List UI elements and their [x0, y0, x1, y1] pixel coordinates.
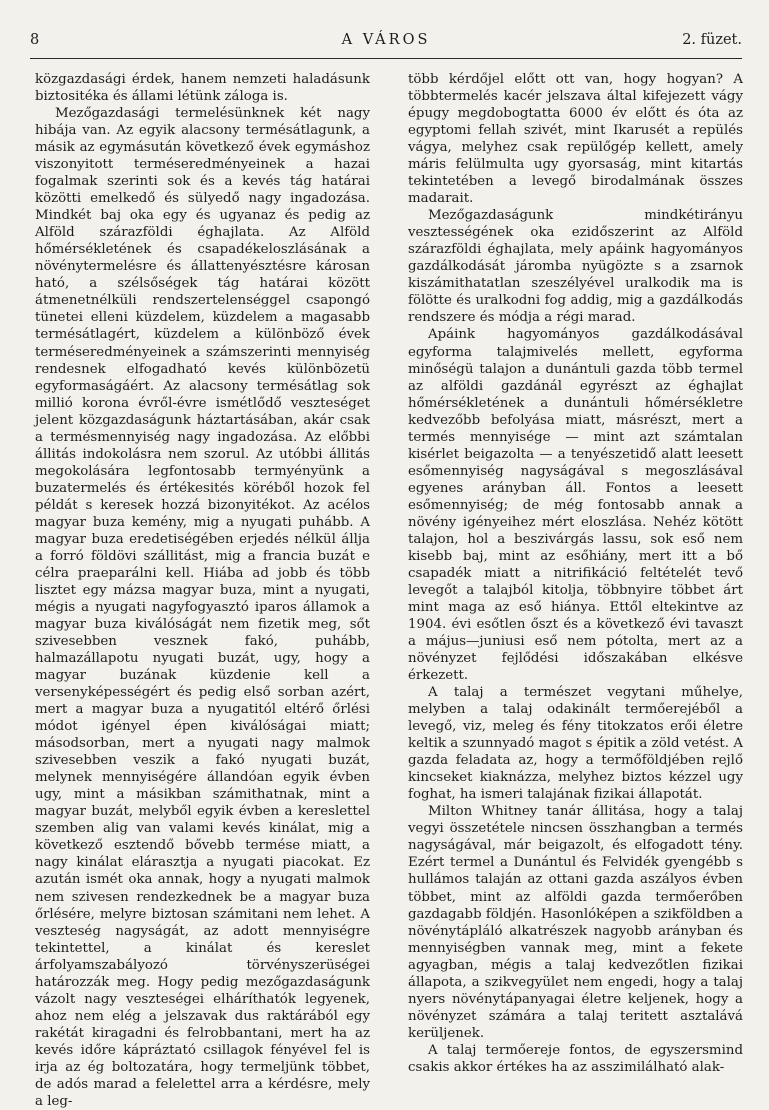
paragraph: Mezőgazdasági termelésünknek két nagy hibája van. Az egyik alacsony termésátlagunk, a másik az egymásután következő évek egymáshoz viszonyitott terméseredményeinek a hazai fogalmak szerinti sok és a kevés tág határai közötti emelkedő és sülyedő nagy ingadozása. Mindkét baj oka egy és ugyanaz és pedig az Alföld szárazföldi éghajlata. Az Alföld hőmérsékletének és csapadékeloszlásának a növénytermelésre és állattenyésztésre károsan ható, a szélsőségek tág határai között átmenetnélküli rendszertelenséggel csapongó tünetei elleni küzdelem, küzdelem a magasabb termésátlagért, küzdelem a különböző évek terméseredményeinek a számszerinti mennyiség rendesnek elfogadható kevés különbözetü egyformaságáért. Az alacsony termésátlag sok millió korona évről-évre ismétlődő veszteséget jelent közgazdaságunk háztartásában, akár csak a termésmennyiség nagy ingadozása. Az előbbi állitás indokolásra nem szorul. Az utóbbi állitás megokolására legfontosabb termyényünk a buzatermelés és értékesités köréből hozok fel példát s keresek hozzá bizonyitékot. Az acélos magyar buza kemény, mig a nyugati puhább. A magyar buza eredetiségében erjedés nélkül állja a forró földövi szállitást, mig a francia buzát e célra praeparálni kell. Hiába ad jobb és több lisztet egy mázsa magyar buza, mint a nyugati, mégis a nyugati nagyfogyasztó iparos államok a magyar buza kiválóságát nem fizetik meg, sőt szivesebben vesznek fakó, puhább, halmazállapotu nyugati buzát, ugy, hogy a magyar buzának küzdenie kell a versenyképességért és pedig első sorban azért, mert a magyar buza a nyugatitól eltérő őrlési módot igényel épen kiválóságai miatt; másodsorban, mert a nyugati nagy malmok szivesebben veszik a fakó nyugati buzát, melynek mennyiségére állandóan egyik évben ugy, mint a másikban számithatnak, mint a magyar buzát, melyből egyik évben a kereslettel szemben alig van valami kevés kinálat, mig a következő esztendő bővebb termése miatt, a nagy kinálat elárasztja a nyugati piacokat. Ez azután ismét oka annak, hogy a nyugati malmok nem szivesen rendezkednek be a magyar buza őrlésére, melyre biztosan számitani nem lehet. A veszteség nagyságát, az adott mennyiségre tekintettel, a kinálat és kereslet árfolyamszabályozó törvényszerüségei határozzák meg. Hogy pedig mezőgazdaságunk vázolt nagy veszteségei elháríthatók legyenek, ahoz nem elég a jelszavak dus raktárából egy rakétát kiragadni és felrobbantani, mert ha az kevés időre kápráztató csillagok fényével fel is irja az ég boltozatára, hogy termeljünk többet, de adós marad a felelettel arra a kérdésre, mely a leg-: [35, 106, 370, 1109]
issue-label: 2. füzet.: [682, 32, 742, 48]
paragraph: A talaj termőereje fontos, de egyszersmind csakis akkor értékes ha az asszimilálható alak-: [408, 1042, 743, 1075]
page-header: [30, 32, 742, 58]
paragraph: Milton Whitney tanár állitása, hogy a talaj vegyi összetétele nincsen összhangban a termés nagyságával, már beigazolt, és elfogadott tény. Ezért termel a Dunántul és Felvidék gyengébb s hullámos talaján az ottani gazda aszályos évben többet, mint az alföldi gazda termőerőben gazdagabb földjén. Hasonlóképen a szikföldben a növénytápláló alkatrészek nagyobb arányban és mennyiségben vannak meg, mint a fekete agyagban, mégis a talaj kedvezőtlen fizikai állapota, a szikvegyület nem engedi, hogy a talaj nyers növénytápanyagai életre keljenek, hogy a növényzet számára a talaj teritett asztalává kerüljenek.: [408, 804, 743, 1041]
right-column: [408, 71, 743, 1076]
left-column: [35, 71, 370, 1110]
journal-title: A VÁROS: [341, 32, 431, 48]
paragraph: Mezőgazdaságunk mindkétirányu vesztességének oka ezidőszerint az Alföld szárazföldi éghajlata, mely apáink hagyományos gazdálkodását járomba nyügözte s a zsarnok kiszámithatatlan szeszélyével uralkodik ma is fölötte és uralkodni fog addig, mig a gazdálkodás rendszere és módja a régi marad.: [408, 208, 743, 326]
paragraph: Apáink hagyományos gazdálkodásával egyforma talajmivelés mellett, egyforma minőségü talajon a dunántuli gazda több termel az alföldi gazdánál egyrészt az éghajlat hőmérsékletének a dunántuli hőmérsékletre kedvezőbb befolyása miatt, másrészt, mert a termés mennyisége — mint azt számtalan kisérlet beigazolta — a tenyészetidő alatt leesett esőmennyiség nagyságával s megoszlásával egyenes arányban áll. Fontos a leesett esőmennyiség; de még fontosabb annak a növény igényeihez mért eloszlása. Nehéz kötött talajon, hol a beszivárgás lassu, sok eső nem kisebb baj, mint az esőhiány, mert itt a bő csapadék miatt a nitrifikáció feltételét tevő levegőt a talajból kitolja, többnyire többet árt mint maga az eső hiánya. Ettől eltekintve az 1904. évi esőtlen őszt és a következő évi tavaszt a május—juniusi eső nem pótolta, mert az a növényzet fejlődési időszakában elkésve érkezett.: [408, 327, 743, 684]
header-rule: [30, 58, 742, 59]
paragraph: A talaj a természet vegytani műhelye, melyben a talaj odakinált termőerejéből a levegő, viz, meleg és fény titokzatos erői életre keltik a szunnyadó magot s épitik a zöld vetést. A gazda feladata az, hogy a termőföldjében rejlő kincseket kiaknázza, melyhez biztos kézzel ugy foghat, ha ismeri talajának fizikai állapotát.: [408, 685, 743, 803]
paragraph: közgazdasági érdek, hanem nemzeti haladásunk biztositéka és állami létünk záloga is.: [35, 72, 370, 105]
page-number: 8: [30, 32, 40, 48]
paragraph: több kérdőjel előtt ott van, hogy hogyan? A többtermelés kacér jelszava által kifejezett vágy épugy megdobogtatta 6000 év előtt és óta az egyptomi fellah szivét, mint Ikarusét a repülés vágya, melyhez csak repülőgép kellett, amely máris felülmulta ugy gyorsaság, mint kitartás tekintetében a levegő birodalmának összes madarait.: [408, 72, 743, 207]
